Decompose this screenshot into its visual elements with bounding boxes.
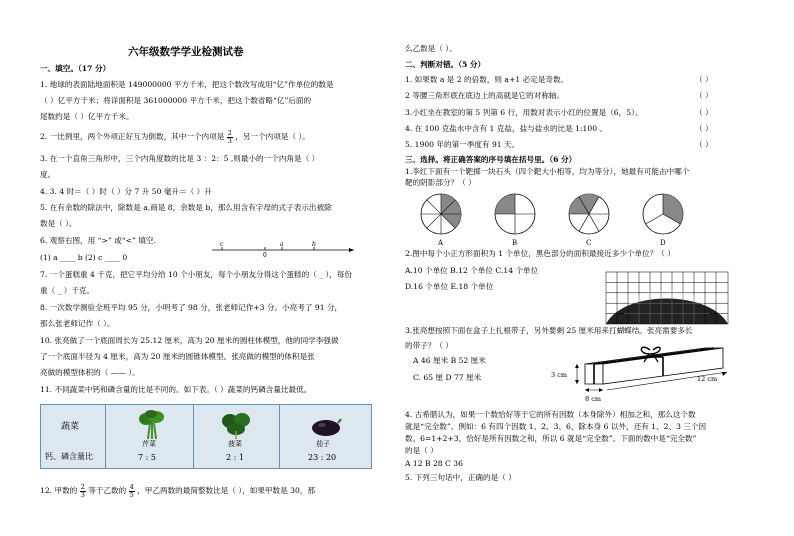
- choice-2-line1: 2.图中每个小正方形面积为 1 个单位，黑色部分的面积最接近多少个单位？（ ）: [405, 249, 675, 258]
- question-10-line2: 了一个底面半径为 4 厘米，高为 20 厘米的圆锥体模型。张亮做的模型的体积是张: [40, 352, 315, 361]
- question-10-line1: 10. 张亮做了一个底面周长为 25.12 厘米，高为 20 厘米的圆柱体模型，他的同学李强做: [40, 336, 339, 345]
- question-8-line1: 8. 一次数学测验全班平均 95 分，小明考了 98 分，张老师记作+3 分。小亮考了 91 分，: [40, 303, 343, 312]
- choice-3-line1: 3.张亮想按照下面在盒子上扎根带子，另外要剩 25 厘米用来打蝴蝶结。张亮需要多长: [405, 326, 693, 335]
- pie-label-d: D: [660, 239, 666, 247]
- judge-1-answer: （ ）: [695, 75, 713, 84]
- box-dim-width: 8 cm: [585, 395, 602, 403]
- question-1-line1: 1. 地球的表面陆地面积是 149000000 平方千米，把这个数改写成用“亿”作单位的数是: [40, 80, 334, 89]
- judge-2-answer: （ ）: [695, 91, 713, 100]
- table-header-ratio: 钙、磷含量比: [45, 452, 93, 461]
- table-column-spinach: [193, 405, 280, 468]
- choice-4-line3: 数。6=1+2+3，恰好是所有因数之和，所以 6 就是“完全数”。下面的数中是“完全数”: [405, 434, 697, 443]
- pie-d: [643, 194, 683, 234]
- question-11: 11. 不同蔬菜中钙和磷含量的比是不同的。如下表。（ ）蔬菜的钙磷含量比最低。: [40, 385, 312, 394]
- section-true-false: 二、判断对错。（5 分）: [405, 60, 486, 69]
- question-12: [40, 484, 315, 498]
- question-12-text-a: 12. 甲数的: [40, 486, 78, 495]
- question-2-text-end: ，另一个内项是（ ）。: [235, 132, 310, 141]
- judge-5-answer: （ ）: [695, 140, 713, 149]
- question-2-text: 2. 一比例里，两个外项正好互为倒数，其中一个内项是: [40, 132, 225, 141]
- page-title: 六年级数学学业检测试卷: [128, 46, 244, 58]
- fraction-denominator: 3: [80, 490, 85, 499]
- question-12-fraction-1: [80, 484, 86, 498]
- vegetable-ratio: 2 : 1: [226, 453, 244, 462]
- pie-label-b: B: [512, 239, 518, 247]
- number-line-label-c: c: [220, 241, 224, 248]
- question-12-text-c: ，甲乙两数的最简整数比是（ ），如果甲数是 30，那: [137, 486, 315, 495]
- question-1-line2: （ ）亿平方千米；将详面积是 361000000 平方千米，把这个数省略“亿”后面的: [40, 96, 312, 105]
- vegetable-name: 芹菜: [142, 440, 156, 448]
- target-pies-diagram: [405, 190, 705, 248]
- box-dim-height: 3 cm: [551, 371, 568, 379]
- question-5-line1: 5. 在有余数的除法中，除数是 a,商是 8，余数是 b，那么用含有字母的式子表示出被除: [40, 203, 332, 212]
- judge-4: 4. 在 100 克盐水中含有 1 克盐，盐与盐水的比是 1:100 。: [405, 124, 608, 133]
- celery-icon: [136, 409, 166, 441]
- table-column-celery: [105, 405, 194, 468]
- fraction-denominator: 5: [129, 490, 134, 499]
- choice-1-line1: 1.李红下面有一个靶掷一块石头（四个靶大小相等，均为等分），她最有可能击中哪个: [405, 167, 690, 176]
- vegetable-name: 菠菜: [228, 440, 242, 448]
- choice-2-options2: D.16 个单位 E.18 个单位: [405, 282, 494, 291]
- area-grid-diagram: [604, 270, 730, 326]
- question-6-subitems: (1) a ____ b (2) c ____ 0: [40, 253, 128, 262]
- question-6: 6. 观察右图，用 “>” 或“<” 填空.: [40, 236, 156, 245]
- pie-c: [569, 194, 609, 234]
- vegetable-name: 茄子: [316, 440, 330, 448]
- question-12-fraction-2: [129, 484, 135, 498]
- gift-box-diagram: [545, 342, 745, 406]
- fraction-numerator: 2: [227, 129, 232, 137]
- section-fill-blank: 一、填空。（17 分）: [40, 64, 111, 73]
- question-7-line1: 7. 一个蛋糕重 4 千克，把它平均分给 10 个小朋友，每个小朋友分得这个蛋糕的（ _ ），每份: [40, 270, 353, 279]
- vegetable-ratio-table: [40, 404, 372, 469]
- pie-b: [495, 194, 535, 234]
- number-line-label-b: b: [312, 241, 316, 248]
- table-column-eggplant: [279, 405, 372, 468]
- question-12-continued: 么乙数是（ ）。: [405, 44, 457, 53]
- judge-3: 3.小红坐在教室的第 5 列第 6 行，用数对表示小红的位置是（6，5）。: [405, 108, 643, 117]
- question-8-line2: 那么张老师记作（ ）。: [40, 319, 115, 328]
- judge-1: 1. 如果数 a 是 2 的倍数，则 a+1 必定是奇数。: [405, 75, 569, 84]
- judge-5: 5. 1900 年的第一季度有 91 天。: [405, 140, 520, 149]
- choice-5: 5. 下列三句话中，正确的是（ ）: [405, 473, 516, 482]
- vegetable-ratio: 7 : 5: [138, 453, 156, 462]
- number-line-diagram: [210, 238, 356, 258]
- choice-4-options: A 12 B 28 C 36: [405, 459, 463, 468]
- question-12-text-b: 等于乙数的: [88, 486, 127, 495]
- choice-2-options1: A.10 个单位 B.12 个单位 C.14 个单位: [405, 266, 539, 275]
- vegetable-ratio: 23 : 20: [308, 453, 337, 462]
- judge-3-answer: （ ）: [695, 108, 713, 117]
- pie-label-c: C: [586, 239, 592, 247]
- choice-3-options1: A 46 厘米 B 52 厘米: [413, 356, 486, 365]
- number-line-label-a: a: [280, 241, 284, 248]
- pie-label-a: A: [438, 239, 444, 247]
- eggplant-icon: [308, 413, 342, 439]
- question-5-line2: 数是（ ）。: [40, 219, 77, 228]
- fraction-denominator: 3: [227, 136, 232, 145]
- question-4: 4. 3. 4 时＝（ ）时（ ）分 7 升 50 毫升＝（ ）升: [40, 187, 212, 196]
- question-2: [40, 130, 310, 144]
- choice-4-line4: 的是（ ）: [405, 446, 438, 455]
- spinach-icon: [220, 409, 252, 441]
- question-3-line2: 度。: [40, 170, 56, 179]
- choice-3-line2: 的带子？（ ）: [405, 341, 453, 350]
- fraction-numerator: 2: [80, 483, 85, 491]
- question-2-fraction: [227, 130, 233, 144]
- choice-4-line1: 4. 古希腊认为，如果一个数恰好等于它的所有因数（本身除外）相加之和，那么这个数: [405, 410, 696, 419]
- judge-2: 2 等腰三角形底在底边上的高就是它的对称轴。: [405, 91, 565, 100]
- table-header-column: [41, 405, 105, 468]
- table-header-vegetable: 蔬菜: [61, 422, 80, 432]
- question-7-line2: 重（ _ ）千克。: [40, 286, 95, 295]
- box-dim-length: 12 cm: [697, 375, 718, 383]
- question-3-line1: 3. 在一个直角三角形中，三个内角度数的比是 3 ：2：5 ,则最小的一个内角是（ ）: [40, 154, 320, 163]
- choice-4-line2: 就是“完全数”。例如：6 有四个因数 1、2、3、6，除本身 6 以外，还有 1、2、3 三个因: [405, 422, 707, 431]
- fraction-numerator: 4: [129, 483, 134, 491]
- question-10-line3: 亮做的模型体积的（ —— ）。: [40, 368, 140, 377]
- pie-a: [421, 194, 461, 234]
- number-line-label-0: 0: [263, 252, 267, 258]
- choice-1-line2: 靶的阴影部分？（ ）: [405, 178, 476, 187]
- choice-3-options2: C. 65 厘 D 77 厘米: [413, 373, 482, 382]
- question-1-line3: 尾数约是（ ）亿平方千米。: [40, 112, 134, 121]
- judge-4-answer: （ ）: [695, 124, 713, 133]
- section-multiple-choice: 三、选择。将正确答案的序号填在括号里。（6 分）: [405, 155, 577, 164]
